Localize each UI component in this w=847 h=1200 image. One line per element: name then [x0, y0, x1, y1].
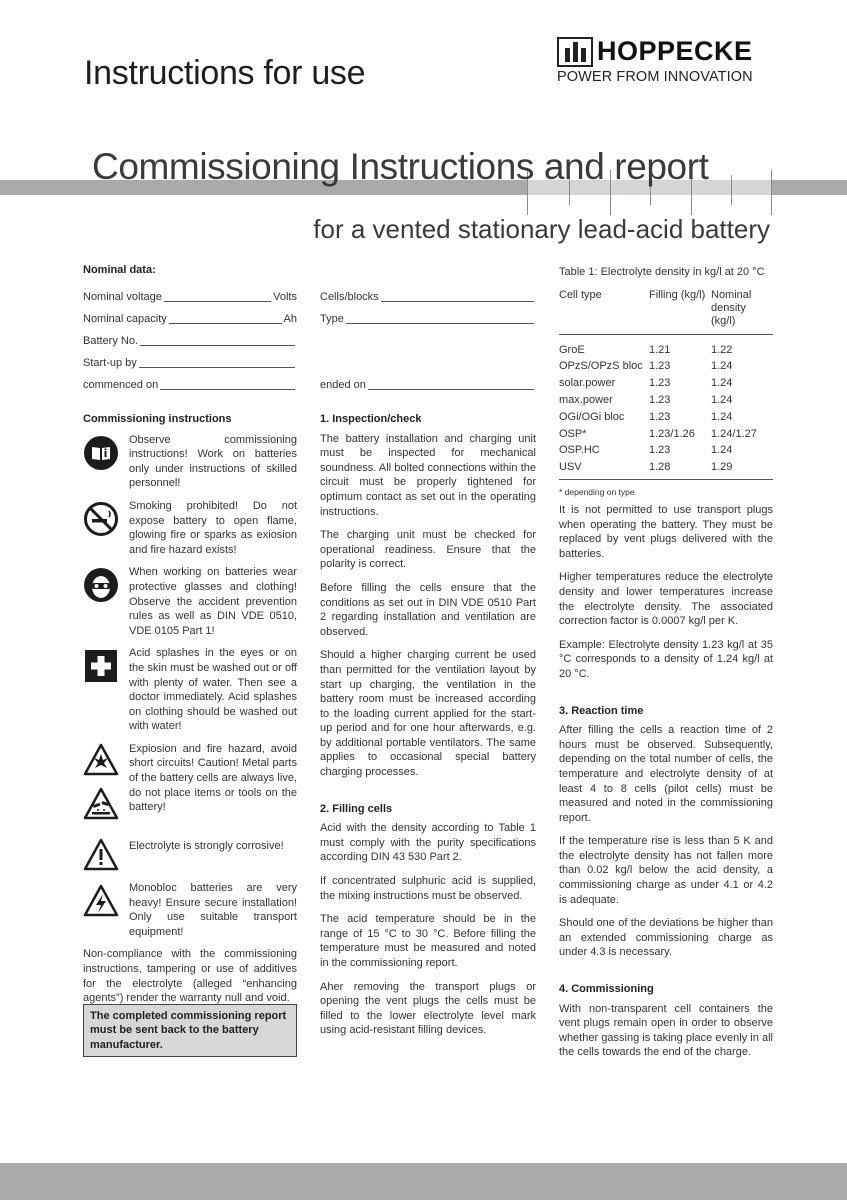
- logo-tagline: POWER FROM INNOVATION: [557, 69, 753, 85]
- table-row: [559, 375, 773, 392]
- nominal-voltage-unit: Volts: [273, 291, 297, 304]
- table-cell: USV: [559, 459, 649, 479]
- hazard-text: Expiosion and fire hazard, avoid short circuits! Caution! Metal parts of the battery cells are always live, do not place items or tools on the battery!: [129, 742, 297, 814]
- hazard-item: [83, 433, 297, 491]
- table-cell: 1.23/1.26: [649, 427, 695, 440]
- ended-on-field[interactable]: [320, 371, 536, 393]
- nominal-data-left: [83, 263, 297, 393]
- ended-on-label: ended on: [320, 379, 366, 392]
- section-1-paragraph: Before filling the cells ensure that the conditions as set out in DIN VDE 0510 Part 2 regarding installation and ventilation are observed.: [320, 581, 536, 638]
- battery-no-field[interactable]: [83, 327, 297, 349]
- cells-blocks-field[interactable]: [320, 283, 536, 305]
- logo-mark-icon: [557, 37, 593, 67]
- hazard-text: Smoking prohibited! Do not expose battery to open flame, glowing fire or sparks as exiosion and fire hazard exists!: [129, 499, 297, 556]
- section-3-heading: 3. Reaction time: [559, 704, 644, 717]
- battery-no-label: Battery No.: [83, 335, 139, 348]
- corrosive-warning-icon: [83, 837, 119, 873]
- corrosive-warning-icon: [83, 786, 119, 822]
- hazard-text: Observe commissioning instructions! Work on batteries only under instructions of skilled personnel!: [129, 433, 297, 490]
- nominal-capacity-line[interactable]: [169, 323, 282, 324]
- cells-blocks-label: Cells/blocks: [320, 291, 379, 304]
- table-cell: OGi/OGi bloc: [559, 410, 625, 423]
- noncompliance-text: Non-compliance with the commissioning instructions, tampering or use of additives for the electrolyte (alleged “enhancing agents”) render the warranty null and void.: [83, 948, 297, 1005]
- nominal-data-right: [320, 283, 536, 393]
- table-row: [559, 334, 773, 358]
- table-cell: 1.24: [711, 410, 733, 423]
- table-cell: 1.24: [711, 393, 733, 406]
- section-3-paragraph: Should one of the deviations be higher than an extended commissioning charge as under 4.3 is necessary.: [559, 917, 773, 959]
- commenced-on-line[interactable]: [160, 389, 295, 390]
- section-3-paragraph: If the temperature rise is less than 5 K and the electrolyte density has not fallen more than 0.02 kg/l below the acid density, a commissioning charge as under 4.1 or 4.2 is adequate.: [559, 835, 773, 906]
- table-cell: 1.23: [649, 377, 671, 390]
- table-footnote: * depending on type: [559, 487, 635, 498]
- cells-blocks-line[interactable]: [381, 301, 534, 302]
- nominal-voltage-line[interactable]: [164, 301, 271, 302]
- nominal-capacity-label: Nominal capacity: [83, 313, 167, 326]
- table-cell: 1.28: [649, 459, 711, 479]
- transport-plugs-paragraph: It is not permitted to use transport plugs when operating the battery. They must be replaced by vent plugs delivered with the batteries.: [559, 504, 773, 560]
- section-1-paragraph: The battery installation and charging unit must be inspected for mechanical soundness. All bolted connections within the circuit must be properly tightened for optimum contact as set out in the operating instructions.: [320, 432, 536, 518]
- hazard-text: Monobloc batteries are very heavy! Ensure secure installation! Only use suitable transport equipment!: [129, 882, 297, 938]
- section-2-paragraph: Acid with the density according to Table 1 must comply with the purity specifications according DIN 43 530 Part 2.: [320, 822, 536, 864]
- table-1-caption: Table 1: Electrolyte density in kg/l at 20 °C: [559, 266, 765, 278]
- nominal-voltage-field[interactable]: [83, 283, 297, 305]
- hazard-item: [83, 565, 297, 638]
- section-2-paragraph: If concentrated sulphuric acid is supplied, the mixing instructions must be observed.: [320, 875, 536, 902]
- hazard-item: [83, 835, 297, 873]
- table-cell: 1.23: [649, 360, 671, 373]
- sub-title: for a vented stationary lead-acid battery: [313, 214, 770, 244]
- section-2-paragraph: The acid temperature should be in the range of 15 °C to 30 °C. Before filling the temperature must be measured and noted in the commissioning report.: [320, 913, 536, 969]
- explosion-warning-icon: [83, 742, 119, 778]
- section-4-paragraph: With non-transparent cell containers the vent plugs remain open in order to observe whether gassing is taking place evenly in all the cells towards the end of the charge.: [559, 1002, 773, 1059]
- hazard-text: Acid splashes in the eyes or on the skin must be washed out or off with plenty of water. Then see a doctor immediately. Acid splashes on clothing should be washed out with water!: [129, 647, 297, 733]
- document-type-title: Instructions for use: [84, 54, 366, 92]
- footer-band: [0, 1163, 847, 1200]
- first-aid-icon: [83, 648, 119, 684]
- electrolyte-density-table: [559, 289, 773, 480]
- no-smoking-icon: [83, 501, 119, 537]
- nominal-capacity-field[interactable]: [83, 305, 297, 327]
- section-1-heading: 1. Inspection/check: [320, 413, 422, 425]
- table-header: Cell type: [559, 289, 649, 335]
- table-cell: 1.23: [649, 444, 671, 457]
- hazard-item: [83, 742, 297, 827]
- column-3-text: [559, 265, 773, 500]
- column-2-text: [320, 412, 536, 1038]
- table-cell: 1.24: [711, 377, 733, 390]
- hazard-text: Electrolyte is strongly corrosive!: [129, 840, 284, 853]
- section-3-paragraph: After filling the cells a reaction time of 2 hours must be observed. Subsequently, depending on the total number of cells, the temperature and electrolyte density of at least 4 to 8 cells (pilot cells) must be measured and noted in the commissioning report.: [559, 724, 773, 824]
- ended-on-line[interactable]: [368, 389, 534, 390]
- commenced-on-field[interactable]: [83, 371, 297, 393]
- column-3-body: [559, 503, 773, 1060]
- read-manual-icon: [83, 435, 119, 471]
- section-1-paragraph: Should a higher charging current be used than permitted for the ventilation layout by start up charging, the ventilation in the battery room must be increased according to the loading current applied for the start-up period and for one hour afterwards, e.g. by additional portable ventilators. The same applies to occasional special battery charging processes.: [320, 649, 536, 779]
- table-cell: 1.23: [649, 393, 671, 406]
- hazard-item: [83, 646, 297, 734]
- table-cell: 1.22: [711, 343, 733, 356]
- table-cell: 1.24: [711, 444, 733, 457]
- temperature-paragraph: Higher temperatures reduce the electrolyte density and lower temperatures increase the electrolyte density. The associated correction factor is 0.0007 kg/l per K.: [559, 571, 773, 628]
- hazard-text: When working on batteries wear protective glasses and clothing! Observe the accident prevention rules as well as DIN VDE 0510, VDE 0105 Part 1!: [129, 566, 297, 637]
- table-cell: GroE: [559, 343, 585, 356]
- section-2-paragraph: Aher removing the transport plugs or opening the vent plugs the cells must be filled to the lower electrolyte level mark using acid-resistant filling devices.: [320, 980, 536, 1037]
- table-cell: OPzS/OPzS bloc: [559, 360, 643, 373]
- battery-no-line[interactable]: [140, 345, 295, 346]
- hazard-item: [83, 881, 297, 939]
- hoppecke-logo: [557, 36, 775, 85]
- table-row: [559, 409, 773, 426]
- section-4-heading: 4. Commissioning: [559, 983, 654, 996]
- table-cell: OSP*: [559, 427, 587, 440]
- boxed-note: The completed commissioning report must be sent back to the battery manufacturer.: [83, 1004, 297, 1057]
- hazard-item: [83, 499, 297, 557]
- table-row: [559, 442, 773, 459]
- table-cell: max.power: [559, 393, 613, 406]
- commissioning-instructions-heading: Commissioning instructions: [83, 413, 232, 425]
- electric-warning-icon: [83, 883, 119, 919]
- table-header: Nominal density (kg/l): [711, 289, 773, 335]
- type-label: Type: [320, 313, 344, 326]
- startup-by-label: Start-up by: [83, 357, 137, 370]
- nominal-capacity-unit: Ah: [283, 313, 297, 326]
- commissioning-instructions: [83, 412, 297, 1006]
- type-line[interactable]: [346, 323, 534, 324]
- table-header: Filling (kg/l): [649, 289, 711, 335]
- table-row: [559, 459, 773, 479]
- table-cell: 1.23: [649, 410, 671, 423]
- table-row: [559, 392, 773, 409]
- table-row: [559, 358, 773, 375]
- table-cell: solar.power: [559, 377, 616, 390]
- table-cell: 1.29: [711, 459, 773, 479]
- table-cell: OSP.HC: [559, 444, 600, 457]
- commenced-on-label: commenced on: [83, 379, 159, 392]
- startup-by-field[interactable]: [83, 349, 297, 371]
- type-field[interactable]: [320, 305, 536, 327]
- eye-protection-icon: [83, 567, 119, 603]
- table-row: [559, 426, 773, 443]
- section-1-paragraph: The charging unit must be checked for operational readiness. Ensure that the polarity is correct.: [320, 529, 536, 571]
- logo-name: HOPPECKE: [597, 36, 753, 66]
- table-cell: 1.24: [711, 360, 733, 373]
- startup-by-line[interactable]: [139, 367, 295, 368]
- table-cell: 1.24/1.27: [711, 427, 757, 440]
- section-2-heading: 2. Filling cells: [320, 802, 393, 815]
- main-title: Commissioning Instructions and report: [92, 146, 709, 187]
- example-paragraph: Example: Electrolyte density 1.23 kg/l at 35 °C corresponds to a density of 1.24 kg/l at 20 °C.: [559, 638, 773, 680]
- nominal-voltage-label: Nominal voltage: [83, 291, 162, 304]
- table-cell: 1.21: [649, 343, 671, 356]
- nominal-data-heading: Nominal data:: [83, 264, 156, 276]
